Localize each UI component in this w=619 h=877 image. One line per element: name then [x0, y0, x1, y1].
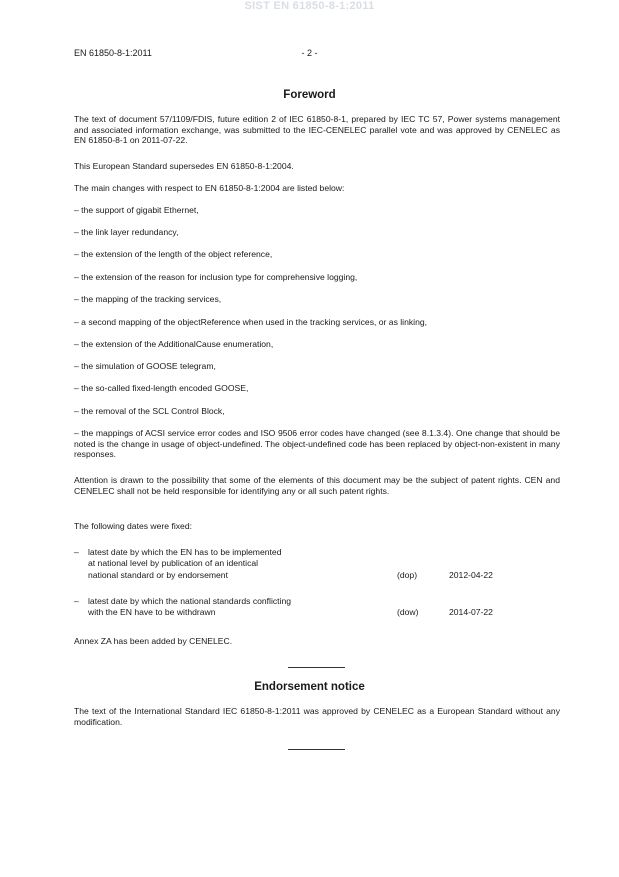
list-item: – the link layer redundancy,	[74, 227, 179, 237]
date-description-line: latest date by which the national standards conflicting	[88, 596, 292, 606]
dash-marker: –	[74, 596, 79, 606]
date-description-line: national standard or by endorsement	[88, 570, 228, 580]
date-abbreviation: (dop)	[397, 570, 418, 580]
list-item: – the mapping of the tracking services,	[74, 294, 222, 304]
list-item: – a second mapping of the objectReference when used in the tracking services, or as linking,	[74, 317, 428, 327]
dates-intro: The following dates were fixed:	[74, 521, 192, 531]
list-item: – the extension of the AdditionalCause enumeration,	[74, 339, 274, 349]
annex-note: Annex ZA has been added by CENELEC.	[74, 636, 233, 646]
header-doc-id: EN 61850-8-1:2011	[74, 48, 152, 58]
foreword-intro: The text of document 57/1109/FDIS, future edition 2 of IEC 61850-8-1, prepared by IEC TC 57, Power systems management and associated information exchange, was submitted to the IEC-CENELEC parallel vote and was approved by CENELEC as EN 61850-8-1 on 2011-07-22.	[74, 114, 560, 146]
date-value: 2014-07-22	[449, 607, 493, 617]
date-description-line: latest date by which the EN has to be implemented	[88, 547, 282, 557]
date-description-line: with the EN have to be withdrawn	[88, 607, 216, 617]
list-item: – the support of gigabit Ethernet,	[74, 205, 199, 215]
endorsement-title: Endorsement notice	[254, 681, 365, 693]
error-codes-item: – the mappings of ACSI service error codes and ISO 9506 error codes have changed (see 8.1.3.4). One change that should be noted is the change in usage of object-undefined. The object-undefined code has been replaced by object-non-existent in many responses.	[74, 428, 560, 460]
list-item: – the extension of the length of the object reference,	[74, 249, 273, 259]
date-abbreviation: (dow)	[397, 607, 419, 617]
changes-intro: The main changes with respect to EN 61850-8-1:2004 are listed below:	[74, 183, 345, 193]
patent-notice: Attention is drawn to the possibility that some of the elements of this document may be the subject of patent rights. CEN and CENELEC shall not be held responsible for identifying any or all such patent rights.	[74, 475, 560, 496]
watermark: SIST EN 61850-8-1:2011	[244, 0, 375, 12]
list-item: – the simulation of GOOSE telegram,	[74, 361, 216, 371]
section-divider	[288, 667, 345, 668]
date-value: 2012-04-22	[449, 570, 493, 580]
header-page-number: - 2 -	[301, 48, 318, 58]
section-divider	[288, 749, 345, 750]
list-item: – the removal of the SCL Control Block,	[74, 406, 225, 416]
list-item: – the so-called fixed-length encoded GOOSE,	[74, 383, 249, 393]
dash-marker: –	[74, 547, 79, 557]
foreword-supersedes: This European Standard supersedes EN 61850-8-1:2004.	[74, 161, 294, 171]
list-item: – the extension of the reason for inclusion type for comprehensive logging,	[74, 272, 358, 282]
foreword-title: Foreword	[283, 89, 336, 101]
endorsement-text: The text of the International Standard IEC 61850-8-1:2011 was approved by CENELEC as a European Standard without any modification.	[74, 706, 560, 727]
date-description-line: at national level by publication of an identical	[88, 558, 259, 568]
